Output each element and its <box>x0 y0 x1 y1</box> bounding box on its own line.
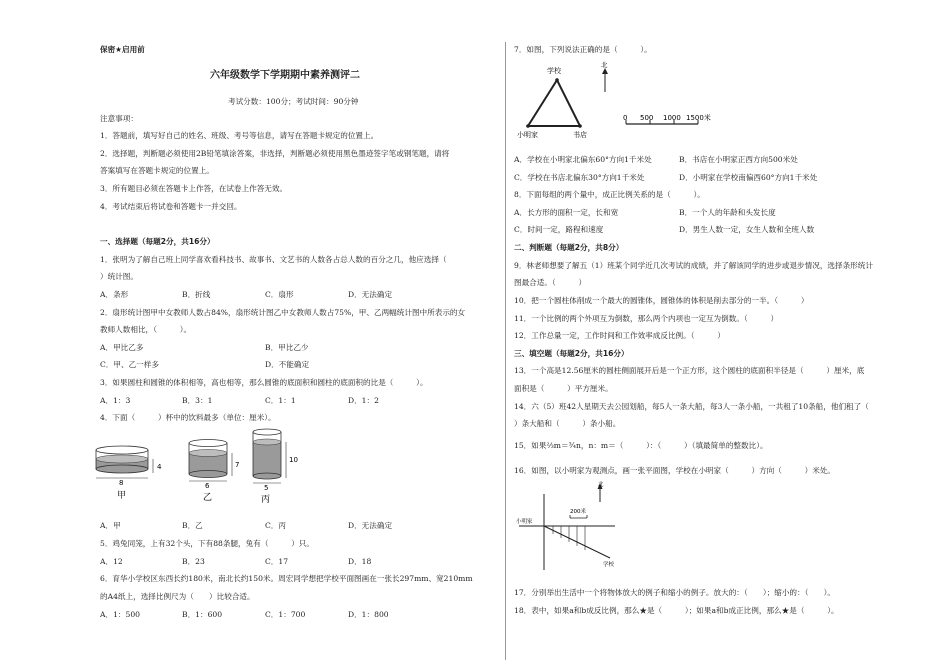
section-3-heading: 三、填空题（每题2分，共16分） <box>514 349 629 358</box>
question-7: 7．如图，下列说法正确的是（ ）。 <box>514 45 652 54</box>
column-divider <box>505 42 506 660</box>
secret-label: 保密★启用前 <box>100 45 145 54</box>
map-q7 <box>513 58 743 140</box>
option[interactable]: D．18 <box>348 557 372 566</box>
question-11: 11．一个比例的两个外项互为倒数，那么两个内项也一定互为倒数。（ ） <box>514 314 779 323</box>
option[interactable]: C．丙 <box>265 521 286 530</box>
cup-bing-height: 10 <box>289 456 298 464</box>
question-10: 10．把一个圆柱体削成一个最大的圆锥体，圆锥体的体积是削去部分的一半。（ ） <box>514 296 809 305</box>
question-2-cont: 教师人数相比，（ ）。 <box>100 325 192 334</box>
option[interactable]: C．扇形 <box>265 290 294 299</box>
question-6: 6．育华小学校区东西长约180米，南北长约150米。周宏同学想把学校平面图画在一张长297mm、宽210mm <box>100 574 473 583</box>
question-9-cont: 图最合适。（ ） <box>514 278 587 287</box>
map7-north: 北 <box>601 61 608 69</box>
cup-yi-height: 7 <box>235 461 240 469</box>
scale-tick: 1500米 <box>686 114 711 122</box>
option[interactable]: A．1：500 <box>100 610 140 619</box>
cup-yi <box>189 440 239 504</box>
map16-home: 小明家 <box>516 519 533 525</box>
map7-home: 小明家 <box>517 131 538 139</box>
question-14-cont: ）条大船和（ ）条小船。 <box>514 419 621 428</box>
option[interactable]: B．书店在小明家正西方向500米处 <box>679 155 798 164</box>
option[interactable]: A．长方形的面积一定，长和宽 <box>514 208 619 217</box>
question-15: 15．如果⅔m＝¾n，n：m＝（ ）：（ ）（填最简单的整数比）。 <box>514 441 768 450</box>
option[interactable]: C．时间一定，路程和速度 <box>514 225 604 234</box>
note-1: 1．答题前，填写好自己的姓名、班级、考号等信息，请写在答题卡规定的位置上。 <box>100 131 379 140</box>
scale-tick: 500 <box>640 114 654 122</box>
cup-bing-label: 丙 <box>261 495 271 505</box>
question-17: 17．分别举出生活中一个将物体放大的例子和缩小的例子。放大的：（ ）；缩小的：（ ）。 <box>514 588 835 597</box>
section-1-heading: 一、选择题（每题2分，共16分） <box>100 237 215 246</box>
option[interactable]: B．一个人的年龄和头发长度 <box>679 208 776 217</box>
option[interactable]: B．甲比乙少 <box>265 343 309 352</box>
option[interactable]: A．学校在小明家北偏东60°方向1千米处 <box>514 155 652 164</box>
option[interactable]: C．1：700 <box>265 610 306 619</box>
map7-school: 学校 <box>547 67 561 75</box>
option[interactable]: C．17 <box>265 557 289 566</box>
question-18: 18．表中，如果a和b成反比例，那么★是（ ）；如果a和b成正比例，那么★是（ ）。 <box>514 606 839 615</box>
cups-figure <box>95 426 315 508</box>
option[interactable]: D．小明家在学校南偏西60°方向1千米处 <box>679 173 818 182</box>
cup-bing-width: 5 <box>264 484 269 492</box>
notes-heading: 注意事项： <box>100 114 138 123</box>
section-2-heading: 二、判断题（每题2分，共8分） <box>514 243 624 252</box>
note-4: 4．考试结束后将试卷和答题卡一并交回。 <box>100 202 242 211</box>
question-1-cont: ）统计图。 <box>100 272 138 281</box>
map16-scale: 200米 <box>570 509 586 515</box>
question-13: 13．一个高是12.56厘米的圆柱侧面展开后是一个正方形，这个圆柱的底面积半径是（ ）厘米，底 <box>514 366 865 375</box>
cup-yi-width: 6 <box>205 482 210 490</box>
cup-jia-label: 甲 <box>117 491 127 501</box>
option[interactable]: C．学校在书店北偏东30°方向1千米处 <box>514 173 645 182</box>
note-3: 3．所有题目必须在答题卡上作答，在试卷上作答无效。 <box>100 184 288 193</box>
option[interactable]: A．12 <box>100 557 123 566</box>
option[interactable]: D．男生人数一定，女生人数和全班人数 <box>679 225 815 234</box>
option[interactable]: D．无法确定 <box>348 521 393 530</box>
question-14: 14．六（5）班42人星期天去公园划船，每5人一条大船，每3人一条小船，一共租了10条船，他们租了（ <box>514 402 869 411</box>
question-3: 3．如果圆柱和圆锥的体积相等，高也相等，那么圆锥的底面积和圆柱的底面积的比是（ ）。 <box>100 378 428 387</box>
note-2: 2．选择题，判断题必须使用2B铅笔填涂答案，非选择，判断题必须使用黑色墨迹签字笔或钢笔题，请将 <box>100 149 450 158</box>
option[interactable]: B．折线 <box>182 290 211 299</box>
map16-school: 学校 <box>603 562 615 568</box>
question-4: 4．下面（ ）杯中的饮料最多（单位：厘米）。 <box>100 413 276 422</box>
question-9: 9．林老师想要了解五（1）班某个同学近几次考试的成绩，并了解该同学的进步或退步情况，选择条形统计 <box>514 261 873 270</box>
note-2-cont: 答案填写在答题卡规定的位置上。 <box>100 166 214 175</box>
map7-store: 书店 <box>573 131 587 139</box>
option[interactable]: B．23 <box>182 557 205 566</box>
question-6-cont: 的A4纸上，选择比例尺为（ ）比较合适。 <box>100 592 255 601</box>
option[interactable]: B．1：600 <box>182 610 223 619</box>
option[interactable]: D．不能确定 <box>265 360 310 369</box>
map-q16 <box>513 480 653 572</box>
option[interactable]: A．条形 <box>100 290 129 299</box>
option[interactable]: C．1：1 <box>265 396 296 405</box>
option[interactable]: D．1：800 <box>348 610 389 619</box>
question-13-cont: 面积是（ ）平方厘米。 <box>514 384 613 393</box>
option[interactable]: A．1：3 <box>100 396 131 405</box>
question-5: 5．鸡兔同笼，上有32个头，下有88条腿，兔有（ ）只。 <box>100 539 314 548</box>
option[interactable]: D．1：2 <box>348 396 379 405</box>
scale-tick: 1000 <box>663 114 681 122</box>
question-1: 1．张明为了解自己班上同学喜欢看科技书、故事书、文艺书的人数各占总人数的百分之几，他应选择（ <box>100 255 447 264</box>
question-8: 8．下面每组的两个量中，成正比例关系的是（ ）。 <box>514 190 705 199</box>
option[interactable]: B．3：1 <box>182 396 213 405</box>
option[interactable]: B．乙 <box>182 521 203 530</box>
cup-jia <box>96 446 162 501</box>
option[interactable]: C．甲、乙一样多 <box>100 360 159 369</box>
page-title: 六年级数学下学期期中素养测评二 <box>210 70 360 81</box>
question-2: 2．扇形统计图甲中女教师人数占84%，扇形统计图乙中女教师人数占75%，甲、乙两幅统计图中所表示的女 <box>100 308 466 317</box>
scale-tick: 0 <box>623 114 628 122</box>
option[interactable]: D．无法确定 <box>348 290 393 299</box>
question-12: 12．工作总量一定，工作时间和工作效率成反比例。（ ） <box>514 331 725 340</box>
option[interactable]: A．甲 <box>100 521 121 530</box>
cup-yi-label: 乙 <box>203 493 213 503</box>
question-16: 16．如图，以小明家为观测点，画一张平面图，学校在小明家（ ）方向（ ）米处。 <box>514 466 836 475</box>
map16-north: 北 <box>598 482 604 488</box>
cup-bing <box>253 429 298 505</box>
cup-jia-height: 4 <box>157 463 162 471</box>
exam-meta: 考试分数：100分；考试时间：90分钟 <box>228 97 359 106</box>
cup-jia-width: 8 <box>119 479 124 487</box>
option[interactable]: A．甲比乙多 <box>100 343 144 352</box>
